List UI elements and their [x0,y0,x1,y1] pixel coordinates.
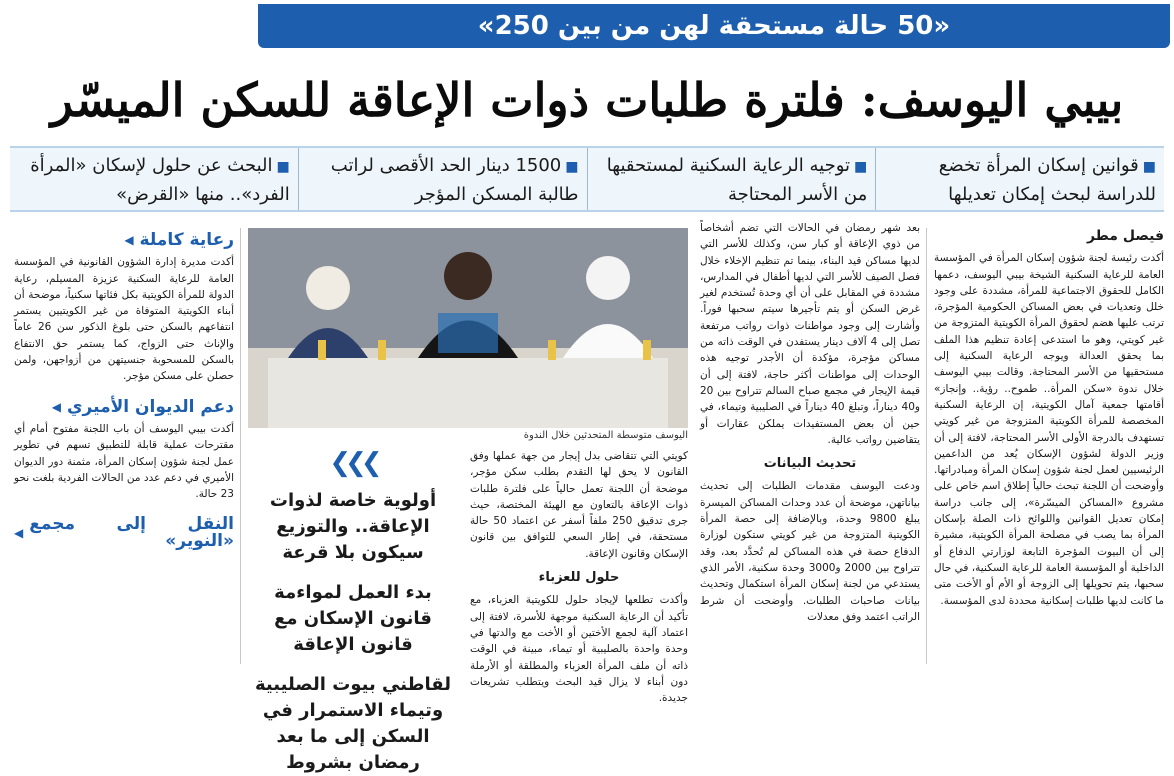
headline: بيبي اليوسف: فلترة طلبات ذوات الإعاقة للسكن الميسّر [50,73,1124,127]
sidebar-heading: رعاية كاملة ◀ [124,230,234,250]
highlights-bar [10,146,1164,212]
triangle-marker-icon: ◀ [14,525,24,540]
square-bullet-icon: ■ [1142,159,1156,175]
column-divider [926,228,927,664]
sidebar [14,228,234,664]
sidebar-body: أكدت مديرة إدارة الشؤون القانونية في المؤسسة العامة للرعاية السكنية عزيزة المسيلم، رعاية الدولة للمرأة الكويتية بكل فئاتها سكنياً، موضحة أن أبناء الكويتية المتوفاة من غير الكويتيين يستمر انتفاعهم بالسكن حتى بلوغ الذكور سن 26 عاماً والإناث حتى الزواج، كما يستمر حق الانتفاع بالسكن للمسحوبة جنسيتهن من أزواجهن، ولمن حصلن على مسكن مؤجر. [14,256,234,383]
square-bullet-icon: ■ [854,159,868,175]
highlight-item: ■قوانين إسكان المرأة تخضع للدراسة لبحث إمكان تعديلها [875,148,1164,210]
sidebar-heading: دعم الديوان الأميري ◀ [51,396,234,417]
kicker-banner: «50 حالة مستحقة لهن من بين 250» [258,4,1170,48]
article-column-3 [470,448,688,705]
event-photo [248,228,688,428]
triangle-marker-icon: ◀ [51,399,61,414]
body-text: بعد شهر رمضان في الحالات التي تضم أشخاصاً من ذوي الإعاقة أو كبار سن، وكذلك للأسر التي لديها مساكن قيد البناء، بينما تم تنظيم الإخلاء خلال فصل الصيف للأسر التي لديها أطفال في المدارس، مشددة في المقابل على أن أي وحدة تُستخدم لغير غرض السكن أو يتم تأجيرها سيتم سحبها فوراً. وأشارت إلى وجود مواطنات ذوات رواتب مرتفعة تصل إلى 4 آلاف دينار يستفدن في الوقت ذاته من مساكن مؤجرة، مؤكدة أن الأجدر توجيه هذه الوحدات إلى مواطنات أكثر حاجة، لافتة إلى أن قيمة الإيجار في مجمع صباح السالم تتراوح بين 20 و40 ديناراً، وتبلغ 40 ديناراً في الصليبية وتيماء، في حين أن بعض المستفيدات يملكن عقارات أو يتقاضين رواتب عالية. [700,222,920,446]
article-column-2 [700,220,920,664]
subheading: حلول للعزباء [538,570,620,586]
body-text: كويتي التي تتقاضى بدل إيجار من جهة عملها وفق القانون لا يحق لها التقدم بطلب سكن مؤجر، موضحة أن اللجنة تعمل حالياً على فلترة طلبات ذوات الإعاقة بالتعاون مع الهيئة المختصة، حيث جرى تدقيق 250 ملفاً أسفر عن اعتماد 50 حالة مستحقة، في إطار السعي للتوافق بين قانون الإسكان وقانون الإعاقة. [470,450,688,560]
column-divider [240,228,241,664]
pull-quote: بدء العمل لمواءمة قانون الإسكان مع قانون الإعاقة [274,582,432,655]
highlight-item: ■1500 دينار الحد الأقصى لراتب طالبة المسكن المؤجر [298,148,587,210]
square-bullet-icon: ■ [276,159,290,175]
article-column-1 [934,228,1164,664]
body-text: وأكدت تطلعها لإيجاد حلول للكويتية العزباء، مع تأكيد أن الرعاية السكنية موجهة للأسرة، لافتة إلى اعتماد آلية لجمع الأختين أو الأخت مع والدتها في وحدة واحدة بالصليبية أو تيماء، مبينة في الوقت ذاته أن ملف المرأة العزباء والمطلقة أو الأرملة دون أبناء لا يزال قيد البحث ويتطلب تشريعات جديدة. [470,594,688,705]
square-bullet-icon: ■ [565,159,579,175]
highlight-item: ■البحث عن حلول لإسكان «المرأة الفرد».. منها «القرض» [30,155,290,205]
body-text: ودعت اليوسف مقدمات الطلبات إلى تحديث بياناتهن، موضحة أن عدد وحدات المساكن الميسرة يبلغ 9800 وحدة، وبالإضافة إلى حصة المرأة الكويتية المتزوجة من غير كويتي ستكون لوزارة الدفاع حصة في هذه المساكن لم تُحدَّد بعد، وقد تتراوح بين 2000 و3000 وحدة سكنية، الأمر الذي يستدعي من لجنة إسكان المرأة استكمال وتحديث بيانات صاحبات الطلبات. وأوضحت أن شرط الراتب اعتمد وفق معدلات [700,480,921,623]
double-chevron-icon: ❯❯❯ [329,448,377,478]
sidebar-body: أكدت بيبي اليوسف أن باب اللجنة مفتوح أمام أي مقترحات عملية قابلة للتطبيق تسهم في تطوير عمل لجنة شؤون إسكان المرأة، مثمنة دور الديوان الأميري في دعم عدد من الحالات الفردية بلغت نحو 23 حالة. [14,422,234,501]
photo-caption: اليوسف متوسطة المتحدثين خلال الندوة [523,430,688,441]
author-byline: فيصل مطر [1086,228,1164,244]
sidebar-heading: النقل إلى مجمع «النوير» ◀ [14,514,234,551]
pull-quote: أولوية خاصة لذوات الإعاقة.. والتوزيع سيكون بلا قرعة [269,490,437,563]
body-text: أكدت رئيسة لجنة شؤون إسكان المرأة في المؤسسة العامة للرعاية السكنية الشيخة بيبي اليوسف، دعمها الكامل للحقوق الاجتماعية للمرأة، مشددة على وجود خلل وتعديات في بعض المساكن الحكومية المؤجرة، ترتب عليها هضم لحقوق المرأة الكويتية المتزوجة من غير كويتي، وهو ما استدعى إعادة تنظيم هذا الملف بما يحقق العدالة ويوجه الرعاية السكنية إلى مستحقيها من الأسر المحتاجة. وقالت بيبي اليوسف خلال ندوة «سكن المرأة.. طموح.. رؤية.. وإنجاز» أقامتها جمعية آمال الكويتية، إن الرعاية السكنية المخصصة للمرأة الكويتية المتزوجة من غير كويتي تستهدف بالدرجة الأولى الأسر المحتاجة، لافتة إلى أن وزير الدولة لشؤون الإسكان يُعد من الداعمين الرئيسيين لعمل لجنة شؤون إسكان المرأة ومبادراتها. وأوضحت أن اللجنة تبحث حالياً إطلاق اسم خاص على مشروع «المساكن الميسّرة»، إلى جانب دراسة إمكان تعديل القوانين واللوائح ذات الصلة بإسكان المرأة بما يصب في مصلحة المرأة الكويتية، مشيرة إلى أن البيوت المؤجرة التابعة لوزارتي الدفاع أو الداخلية أو المؤسسة العامة للرعاية السكنية، في حال سحبها، يتم تحويلها إلى الزوجة أو الأم أو الأخت متى ما كانت لديها طلبات إسكانية محددة لدى المؤسسة. [934,252,1164,607]
triangle-marker-icon: ◀ [124,233,134,247]
pull-quote: لقاطني بيوت الصليبية وتيماء الاستمرار في السكن إلى ما بعد رمضان بشروط [255,674,451,773]
highlight-item: ■توجيه الرعاية السكنية لمستحقيها من الأسر المحتاجة [587,148,876,210]
subheading: تحديث البيانات [763,456,857,472]
pull-quotes [248,440,458,773]
panel-photo-illustration [248,228,688,428]
